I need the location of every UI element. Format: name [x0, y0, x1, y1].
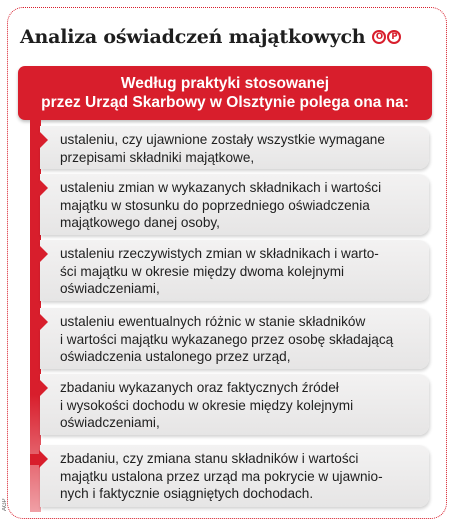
- item-3-line-3: oświadczeniami,: [60, 281, 160, 296]
- intro-banner: [18, 66, 432, 120]
- list-item: [40, 126, 429, 169]
- item-2-line-3: majątkowego danej osoby,: [60, 215, 220, 230]
- banner-line-1: Według praktyki stosowanej: [120, 75, 330, 92]
- item-6-line-1: zbadaniu, czy zmiana stanu składników i wartości: [60, 451, 359, 466]
- list-item: [40, 240, 429, 301]
- banner-line-2: przez Urząd Skarbowy w Olsztynie polega ona na:: [41, 94, 409, 111]
- list-item: [40, 445, 429, 507]
- item-1-line-1: ustaleniu, czy ujawnione zostały wszystkie wymagane: [60, 132, 385, 147]
- item-3-line-1: ustaleniu rzeczywistych zmian w składnikach i warto-: [60, 246, 379, 261]
- list-item: [40, 308, 429, 369]
- item-4-line-2: i wartości majątku wykazanego przez osobę składającą: [60, 331, 394, 347]
- item-2-line-1: ustaleniu zmian w wykazanych składnikach i wartości: [60, 180, 382, 195]
- item-6-line-2: majątku ustalona przez urząd ma pokrycie w ujawnio-: [60, 468, 383, 484]
- copyright-o-icon: O: [372, 30, 386, 44]
- source-credit: AGP: [2, 498, 8, 512]
- item-3-line-2: ści majątku w okresie między dwoma kolejnymi: [60, 263, 345, 279]
- item-5-line-3: oświadczeniami,: [60, 415, 160, 430]
- copyright-p-icon: P: [387, 30, 401, 44]
- item-1-line-2: przepisami składniki majątkowe,: [60, 149, 255, 165]
- copyright-marks: [372, 30, 401, 44]
- title-row: [20, 26, 401, 48]
- list-item: [40, 174, 429, 235]
- item-4-line-3: oświadczenia ustalonego przez urząd,: [60, 349, 291, 364]
- page-title: Analiza oświadczeń majątkowych: [20, 26, 366, 48]
- list-item: [40, 374, 429, 435]
- item-6-line-3: nych i faktycznie osiągniętych dochodach.: [60, 486, 314, 501]
- item-4-line-1: ustaleniu ewentualnych różnic w stanie składników: [60, 314, 366, 329]
- item-5-line-1: zbadaniu wykazanych oraz faktycznych źródeł: [60, 380, 339, 395]
- item-2-line-2: majątku w stosunku do poprzedniego oświadczenia: [60, 197, 370, 213]
- item-5-line-2: i wysokości dochodu w okresie między kolejnymi: [60, 397, 354, 413]
